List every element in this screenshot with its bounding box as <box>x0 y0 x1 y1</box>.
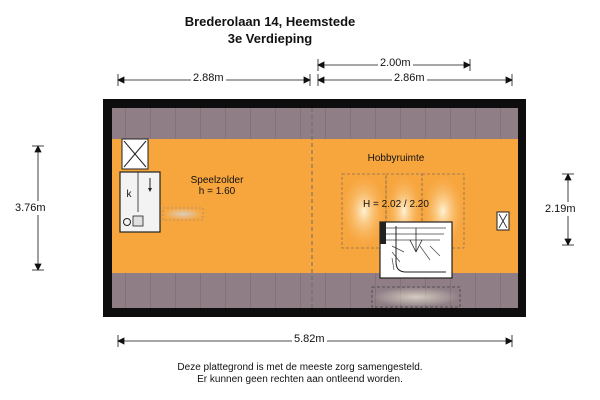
floor-item <box>163 208 203 220</box>
dim-left-width: 2.88m <box>193 72 224 84</box>
closet-label: k <box>126 189 132 200</box>
staircase <box>380 222 452 278</box>
roof-hatch <box>372 287 460 307</box>
dim-right-height: 2.19m <box>545 203 576 215</box>
room-speelzolder-name: Speelzolder <box>190 175 244 186</box>
dim-left-height: 3.76m <box>15 202 46 214</box>
room-speelzolder-height: h = 1.60 <box>198 186 236 197</box>
dim-total-width: 5.82m <box>294 333 325 345</box>
room-hobbyruimte-name: Hobbyruimte <box>367 153 425 164</box>
room-hobbyruimte-height: H = 2.02 / 2.20 <box>363 199 429 210</box>
disclaimer-line-1: Deze plattegrond is met de meeste zorg samengesteld. <box>177 362 423 373</box>
dim-right-top-width: 2.00m <box>380 57 411 69</box>
plan-floor-title: 3e Verdieping <box>227 31 313 46</box>
plan-address-title: Brederolaan 14, Heemstede <box>184 14 356 29</box>
disclaimer-line-2: Er kunnen geen rechten aan ontleend worden. <box>197 374 403 385</box>
dim-right-width: 2.86m <box>394 72 425 84</box>
